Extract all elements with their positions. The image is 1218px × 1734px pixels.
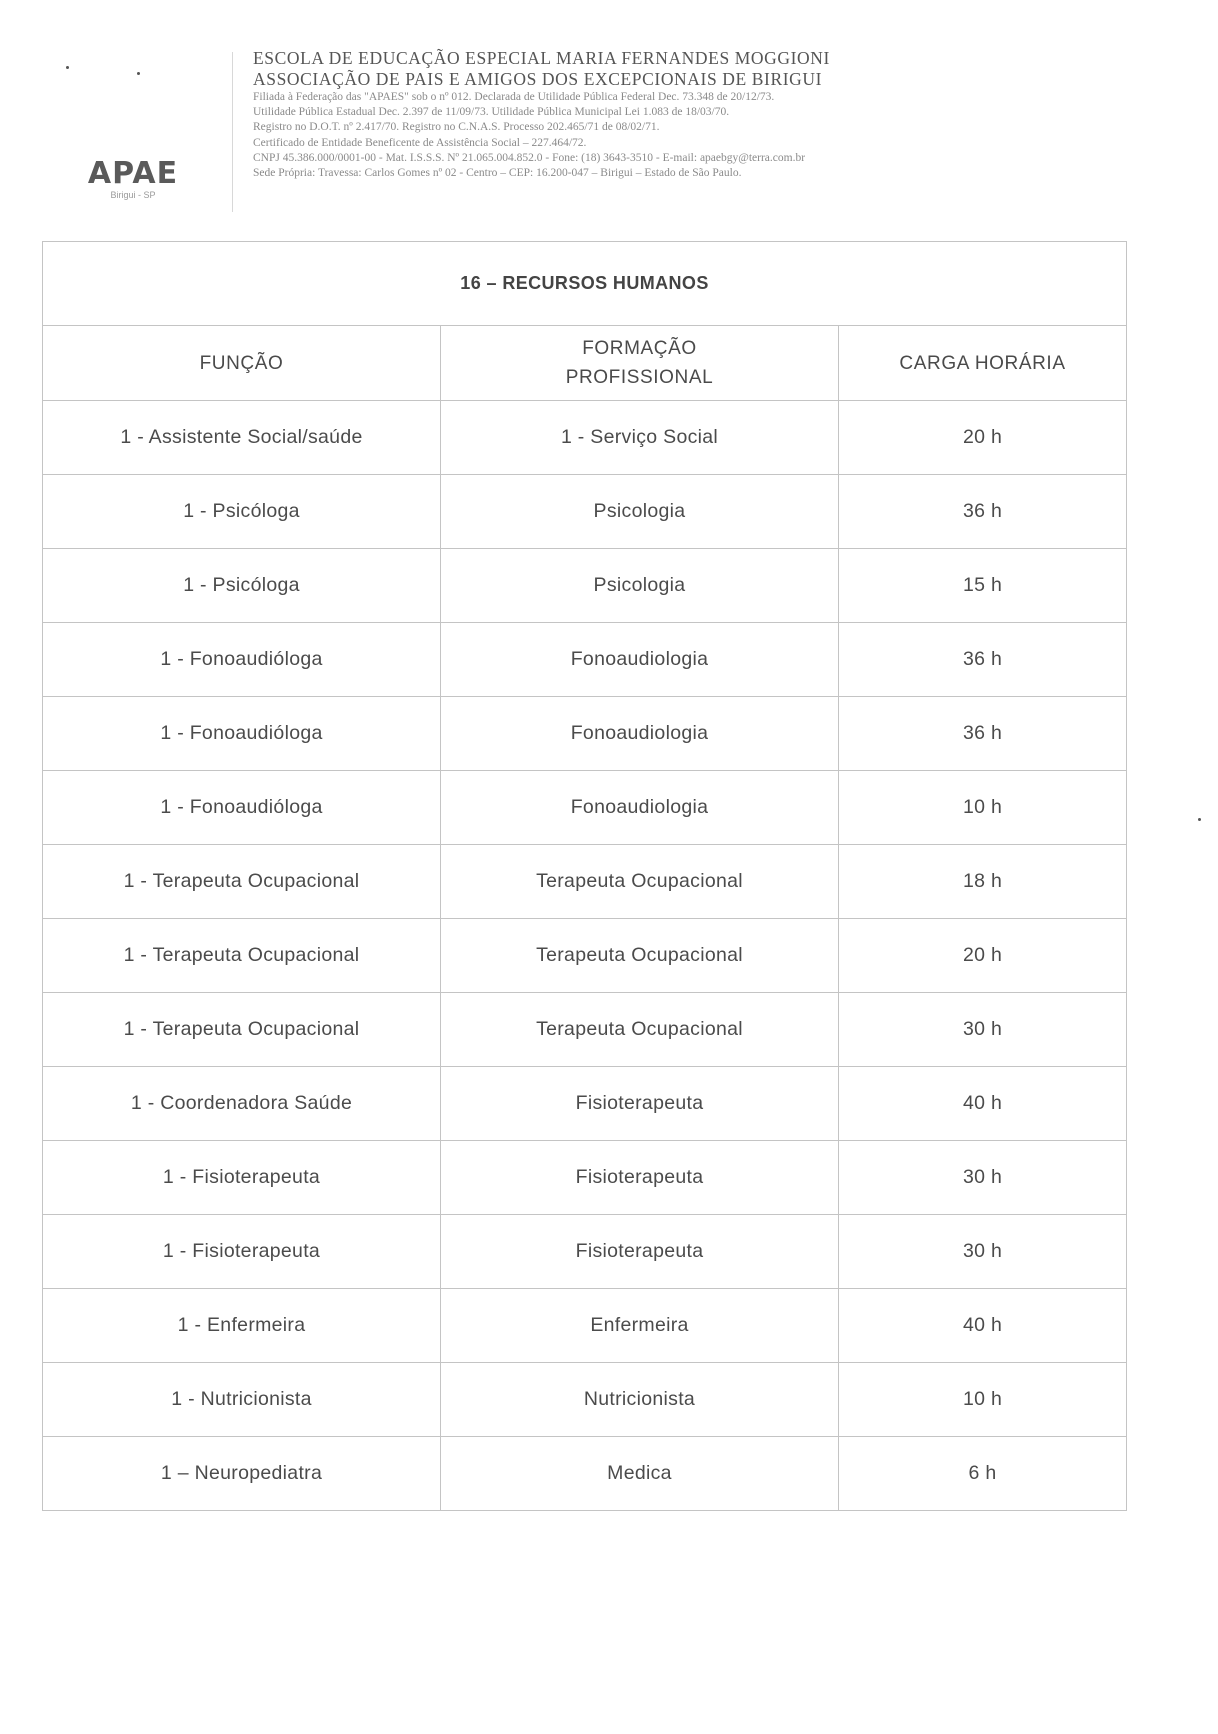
cell-formacao: Psicologia bbox=[441, 475, 839, 549]
cell-funcao: 1 - Fonoaudióloga bbox=[43, 623, 441, 697]
table-row bbox=[43, 919, 1127, 993]
registration-line: Filiada à Federação das "APAES" sob o nº 012. Declarada de Utilidade Pública Federal Dec. 73.348 de 20/12/73. bbox=[253, 91, 775, 103]
cell-carga: 10 h bbox=[839, 1363, 1127, 1437]
logo-text: APAE bbox=[87, 156, 179, 191]
column-header-funcao: FUNÇÃO bbox=[43, 326, 441, 401]
cell-carga: 30 h bbox=[839, 993, 1127, 1067]
letterhead bbox=[0, 0, 1218, 230]
cell-carga: 36 h bbox=[839, 697, 1127, 771]
cell-formacao: Enfermeira bbox=[441, 1289, 839, 1363]
column-header-formacao-line2: PROFISSIONAL bbox=[565, 367, 714, 388]
cell-carga: 20 h bbox=[839, 919, 1127, 993]
scan-speck bbox=[1198, 818, 1201, 821]
table-row bbox=[43, 1141, 1127, 1215]
cell-formacao: Fisioterapeuta bbox=[441, 1215, 839, 1289]
cell-funcao: 1 - Coordenadora Saúde bbox=[43, 1067, 441, 1141]
scan-speck bbox=[137, 72, 140, 75]
cell-carga: 20 h bbox=[839, 401, 1127, 475]
cell-formacao: Fonoaudiologia bbox=[441, 771, 839, 845]
cell-formacao: Fonoaudiologia bbox=[441, 697, 839, 771]
cell-carga: 40 h bbox=[839, 1067, 1127, 1141]
cell-funcao: 1 - Assistente Social/saúde bbox=[43, 401, 441, 475]
cell-formacao: Fonoaudiologia bbox=[441, 623, 839, 697]
table-row bbox=[43, 475, 1127, 549]
table-row bbox=[43, 1067, 1127, 1141]
cell-funcao: 1 - Terapeuta Ocupacional bbox=[43, 919, 441, 993]
table-row bbox=[43, 1437, 1127, 1511]
letterhead-text bbox=[253, 48, 1073, 181]
column-header-formacao bbox=[441, 326, 839, 401]
contact-line: CNPJ 45.386.000/0001-00 - Mat. I.S.S.S. Nº 21.065.004.852.0 - Fone: (18) 3643-3510 - E-mail: apaebgy@terra.com.br bbox=[253, 151, 806, 164]
cell-funcao: 1 - Fonoaudióloga bbox=[43, 697, 441, 771]
cell-funcao: 1 - Nutricionista bbox=[43, 1363, 441, 1437]
cell-formacao: Fisioterapeuta bbox=[441, 1067, 839, 1141]
letterhead-divider bbox=[232, 52, 233, 212]
cell-funcao: 1 - Psicóloga bbox=[43, 549, 441, 623]
cell-funcao: 1 - Enfermeira bbox=[43, 1289, 441, 1363]
human-resources-table bbox=[42, 241, 1127, 1511]
cell-carga: 15 h bbox=[839, 549, 1127, 623]
cell-carga: 10 h bbox=[839, 771, 1127, 845]
table-row bbox=[43, 1289, 1127, 1363]
registration-line: Certificado de Entidade Beneficente de Assistência Social – 227.464/72. bbox=[253, 136, 587, 149]
section-title: 16 – RECURSOS HUMANOS bbox=[43, 242, 1127, 326]
cell-formacao: Terapeuta Ocupacional bbox=[441, 845, 839, 919]
registration-line: Registro no D.O.T. nº 2.417/70. Registro no C.N.A.S. Processo 202.465/71 de 08/02/71. bbox=[253, 121, 660, 134]
cell-carga: 36 h bbox=[839, 475, 1127, 549]
cell-carga: 36 h bbox=[839, 623, 1127, 697]
logo-city: Birigui - SP bbox=[110, 190, 156, 200]
cell-funcao: 1 - Fisioterapeuta bbox=[43, 1215, 441, 1289]
cell-formacao: Terapeuta Ocupacional bbox=[441, 993, 839, 1067]
cell-carga: 30 h bbox=[839, 1141, 1127, 1215]
table-row bbox=[43, 845, 1127, 919]
cell-carga: 18 h bbox=[839, 845, 1127, 919]
address-line: Sede Própria: Travessa: Carlos Gomes nº 02 - Centro – CEP: 16.200-047 – Birigui – Estado de São Paulo. bbox=[253, 167, 742, 180]
scan-speck bbox=[66, 66, 69, 69]
cell-formacao: Fisioterapeuta bbox=[441, 1141, 839, 1215]
column-header-carga: CARGA HORÁRIA bbox=[839, 326, 1127, 401]
column-header-formacao-line1: FORMAÇÃO bbox=[582, 338, 697, 359]
cell-carga: 6 h bbox=[839, 1437, 1127, 1511]
table-row bbox=[43, 549, 1127, 623]
apae-logo bbox=[78, 158, 188, 200]
cell-formacao: 1 - Serviço Social bbox=[441, 401, 839, 475]
cell-funcao: 1 - Terapeuta Ocupacional bbox=[43, 993, 441, 1067]
cell-funcao: 1 - Fonoaudióloga bbox=[43, 771, 441, 845]
cell-formacao: Medica bbox=[441, 1437, 839, 1511]
cell-formacao: Terapeuta Ocupacional bbox=[441, 919, 839, 993]
table-row bbox=[43, 697, 1127, 771]
table-row bbox=[43, 623, 1127, 697]
cell-funcao: 1 – Neuropediatra bbox=[43, 1437, 441, 1511]
table-row bbox=[43, 1363, 1127, 1437]
registration-line: Utilidade Pública Estadual Dec. 2.397 de 11/09/73. Utilidade Pública Municipal Lei 1.083 de 18/03/70. bbox=[253, 106, 730, 119]
cell-funcao: 1 - Fisioterapeuta bbox=[43, 1141, 441, 1215]
table-row bbox=[43, 401, 1127, 475]
cell-carga: 40 h bbox=[839, 1289, 1127, 1363]
cell-funcao: 1 - Psicóloga bbox=[43, 475, 441, 549]
association-name: ASSOCIAÇÃO DE PAIS E AMIGOS DOS EXCEPCIONAIS DE BIRIGUI bbox=[253, 69, 823, 89]
cell-formacao: Nutricionista bbox=[441, 1363, 839, 1437]
cell-formacao: Psicologia bbox=[441, 549, 839, 623]
cell-funcao: 1 - Terapeuta Ocupacional bbox=[43, 845, 441, 919]
table-row bbox=[43, 771, 1127, 845]
school-name: ESCOLA DE EDUCAÇÃO ESPECIAL MARIA FERNANDES MOGGIONI bbox=[253, 48, 830, 68]
table-row bbox=[43, 993, 1127, 1067]
table-row bbox=[43, 1215, 1127, 1289]
cell-carga: 30 h bbox=[839, 1215, 1127, 1289]
